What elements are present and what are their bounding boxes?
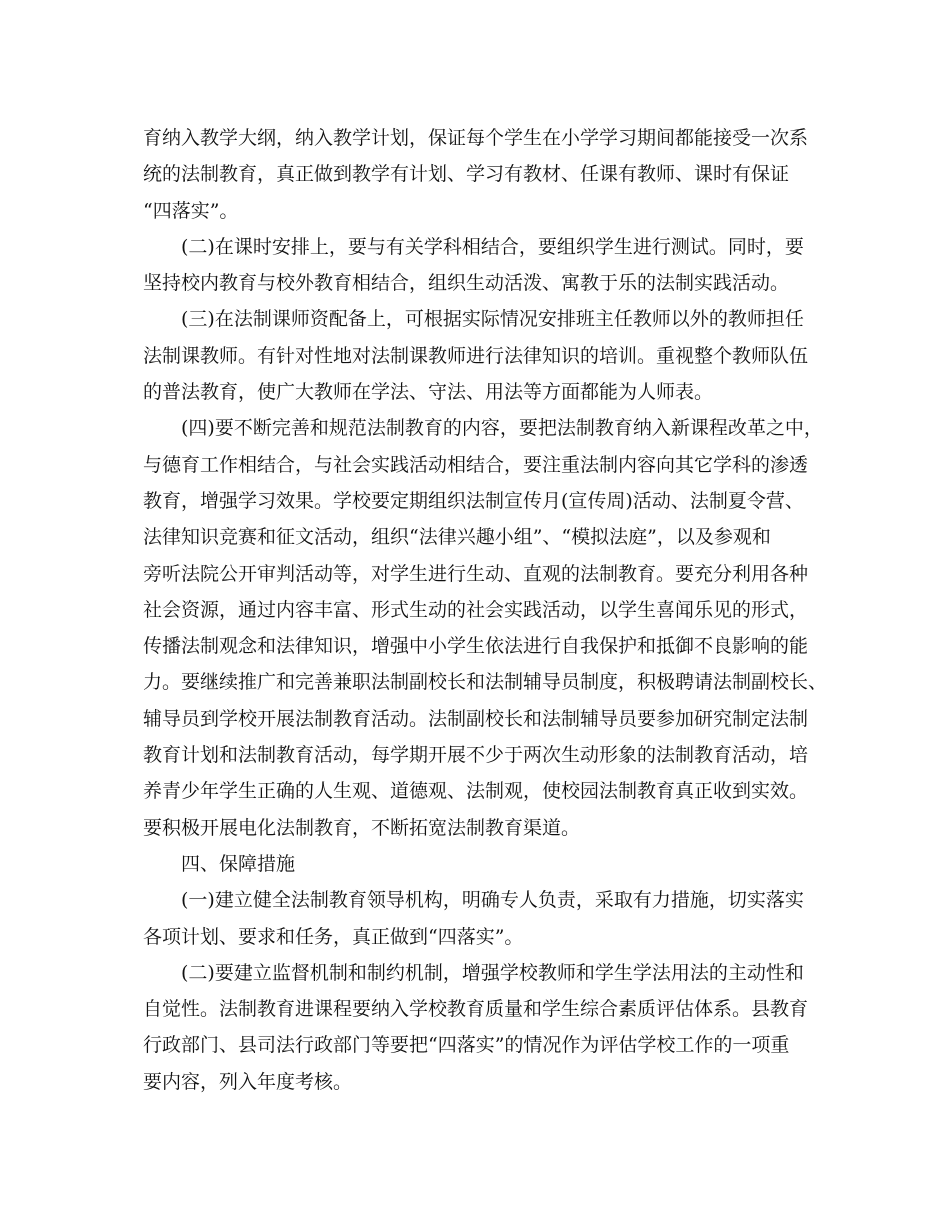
text-line: 教育，增强学习效果。学校要定期组织法制宣传月(宣传周)活动、法制夏令营、 — [143, 489, 804, 512]
paragraph-start-line: (二)要建立监督机制和制约机制，增强学校教师和学生学法用法的主动性和 — [181, 961, 804, 984]
text-line: 各项计划、要求和任务，真正做到“四落实”。 — [143, 925, 524, 948]
section-heading: 四、保障措施 — [181, 852, 296, 875]
text-line: 法制课教师。有针对性地对法制课教师进行法律知识的培训。重视整个教师队伍 — [143, 344, 809, 367]
text-line: 法律知识竞赛和征文活动，组织“法律兴趣小组”、“模拟法庭”，以及参观和 — [143, 526, 771, 549]
text-line: “四落实”。 — [143, 199, 239, 222]
text-line: 养青少年学生正确的人生观、道德观、法制观，使校园法制教育真正收到实效。 — [143, 780, 809, 803]
text-line: 育纳入教学大纲，纳入教学计划，保证每个学生在小学学习期间都能接受一次系 — [143, 127, 809, 149]
paragraph-start-line: (三)在法制课师资配备上，可根据实际情况安排班主任教师以外的教师担任 — [181, 308, 804, 331]
paragraph-start-line: (二)在课时安排上，要与有关学科相结合，要组织学生进行测试。同时，要 — [181, 235, 804, 258]
paragraph-start-line: (四)要不断完善和规范法制教育的内容，要把法制教育纳入新课程改革之中， — [181, 417, 823, 440]
text-line: 自觉性。法制教育进课程要纳入学校教育质量和学生综合素质评估体系。县教育 — [143, 998, 809, 1021]
text-line: 行政部门、县司法行政部门等要把“四落实”的情况作为评估学校工作的一项重 — [143, 1034, 790, 1057]
text-line: 要积极开展电化法制教育，不断拓宽法制教育渠道。 — [143, 816, 581, 839]
text-line: 的普法教育，使广大教师在学法、守法、用法等方面都能为人师表。 — [143, 381, 714, 404]
text-line: 与德育工作相结合，与社会实践活动相结合，要注重法制内容向其它学科的渗透 — [143, 453, 809, 476]
text-line: 坚持校内教育与校外教育相结合，组织生动活泼、寓教于乐的法制实践活动。 — [143, 272, 790, 295]
text-line: 传播法制观念和法律知识，增强中小学生依法进行自我保护和抵御不良影响的能 — [143, 635, 809, 658]
text-line: 辅导员到学校开展法制教育活动。法制副校长和法制辅导员要参加研究制定法制 — [143, 707, 809, 730]
text-line: 教育计划和法制教育活动，每学期开展不少于两次生动形象的法制教育活动，培 — [143, 744, 809, 767]
paragraph-start-line: (一)建立健全法制教育领导机构，明确专人负责，采取有力措施，切实落实 — [181, 889, 804, 912]
text-line: 要内容，列入年度考核。 — [143, 1070, 353, 1093]
text-line: 统的法制教育，真正做到教学有计划、学习有教材、任课有教师、课时有保证 — [143, 163, 790, 186]
document-body — [143, 120, 828, 1100]
text-line: 力。要继续推广和完善兼职法制副校长和法制辅导员制度，积极聘请法制副校长、 — [143, 671, 828, 694]
text-line: 社会资源，通过内容丰富、形式生动的社会实践活动，以学生喜闻乐见的形式， — [143, 598, 809, 621]
text-line: 旁听法院公开审判活动等，对学生进行生动、直观的法制教育。要充分利用各种 — [143, 562, 809, 585]
